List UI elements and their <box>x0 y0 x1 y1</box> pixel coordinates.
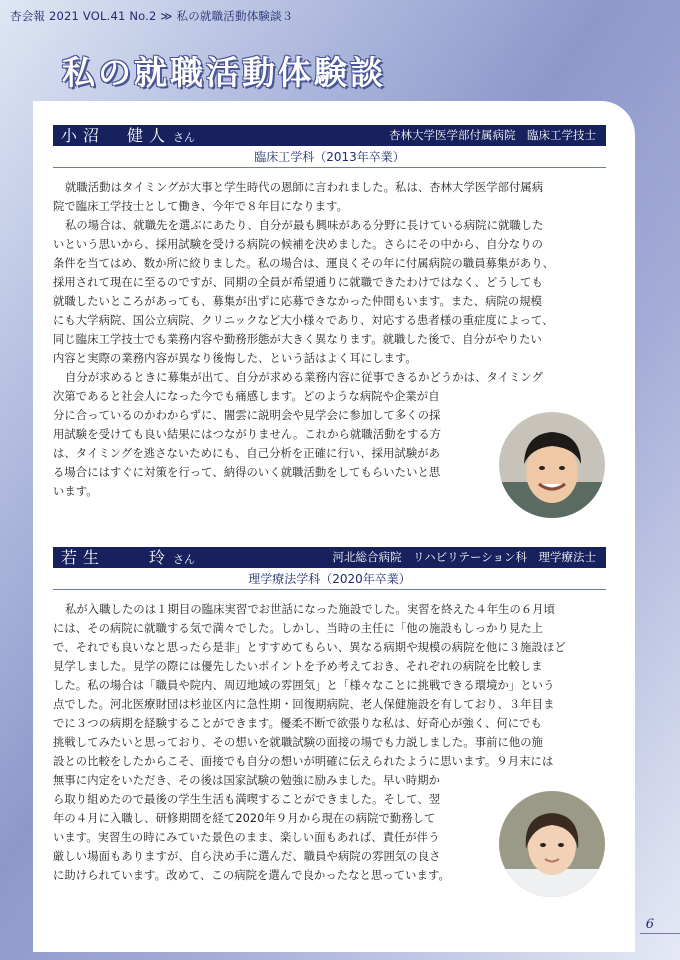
paragraph-1-1: 就職活動はタイミングが大事と学生時代の恩師に言われました。私は、杏林大学医学部付属病 院で臨床工学技士として働き、今年で８年目になります。 <box>53 181 544 213</box>
department-1: 臨床工学科（2013年卒業） <box>53 148 606 168</box>
author-photo-2 <box>499 791 605 897</box>
paragraph-1-3: 自分が求めるときに募集が出て、自分が求める業務内容に従事できるかどうかは、タイミング 次第であると社会人になった今でも痛感します。どのような病院や企業が自 分に合っているのかわからずに、闇雲に説明会や見学会に参加して多くの採 用試験を受けても良い結果にはつながりません。これから就職活動をする方 は、タイミングを逃さないためにも、自己分析を正確に行い、採用試験があ る場合にはすぐに対策を行って、納得のいく就職活動をしてもらいたいと思 います。 <box>53 371 543 498</box>
page-number: 6 <box>645 917 654 932</box>
paragraph-2-1: 私が入職したのは１期目の臨床実習でお世話になった施設でした。実習を終えた４年生の６月頃 には、その病院に就職する気で満々でした。しかし、当時の主任に「他の施設もしっかり見た上 で、それでも良いなと思ったら是非」とすすめてもらい、異なる病期や規模の病院を他に３施設ほど 見学しました。見学の際には優先したいポイントを予め考えておき、それぞれの病院を比較しま した。私の場合は「職員や院内、周辺地域の雰囲気」と「様々なことに挑戦できる環境か」という 点でした。河北医療財団は杉並区内に急性期・回復期病院、老人保健施設を有しており、３年目ま でに３つの病期を経験することができます。優柔不断で欲張りな私は、好奇心が強く、何にでも 挑戦してみたいと思っており、その想いを就職試験の面接の場でも力説しました。事前に他の施 設との比較をしたからこそ、面接でも自分の想いが明確に伝えられたように思います。９月末には 無事に内定をいただき、その後は国家試験の勉強に励みました。早い時期か ら取り組めたので最後の学生生活も満喫することができました。そして、翌 年の４月に入職し、研修期間を経て2020年９月から現在の病院で勤務して います。実習生の時にみていた景色のまま、楽しい面もあれば、責任が伴う 厳しい場面もありますが、自ら決め手に選んだ、職員や病院の雰囲気の良さ に助けられています。改めて、この病院を選んで良かったなと思っています。 <box>53 603 566 882</box>
article-header-1 <box>53 125 606 146</box>
affiliation-2: 河北総合病院 リハビリテーション科 理学療法士 <box>332 550 596 564</box>
page-number-rule <box>640 933 680 934</box>
breadcrumb: 杏会報 2021 VOL.41 No.2 ≫ 私の就職活動体験談３ <box>10 9 294 23</box>
department-2: 理学療法学科（2020年卒業） <box>53 570 606 590</box>
honorific-2: さん <box>173 553 196 566</box>
honorific-1: さん <box>173 131 196 144</box>
paragraph-1-2: 私の場合は、就職先を選ぶにあたり、自分が最も興味がある分野に長けている病院に就職した いという思いから、採用試験を受ける病院の候補を決めました。さらにその中から、自分なりの 条件を当てはめ、数か所に絞りました。私の場合は、運良くその年に付属病院の職員募集があり、 採用されて現在に至るのですが、同期の全員が希望通りに就職できたわけではなく、どうしても 就職したいところがあっても、募集が出ずに応募できなかった仲間もいます。また、病院の規模 にも大学病院、国公立病院、クリニックなど大小様々であり、対応する患者様の重症度によって、 同じ臨床工学技士でも業務内容や勤務形態が大きく異なります。就職した後で、自分がやりたい 内容と実際の業務内容が異なり後悔した、という話はよく耳にします。 <box>53 219 555 365</box>
author-name-1: 小沼 健人 <box>61 126 172 145</box>
page-title: 私の就職活動体験談 <box>62 53 386 92</box>
affiliation-1: 杏林大学医学部付属病院 臨床工学技士 <box>389 128 596 142</box>
page-sheet <box>33 101 635 952</box>
article-header-2 <box>53 547 606 568</box>
author-photo-1 <box>499 412 605 518</box>
author-name-2: 若生 玲 <box>61 548 172 567</box>
